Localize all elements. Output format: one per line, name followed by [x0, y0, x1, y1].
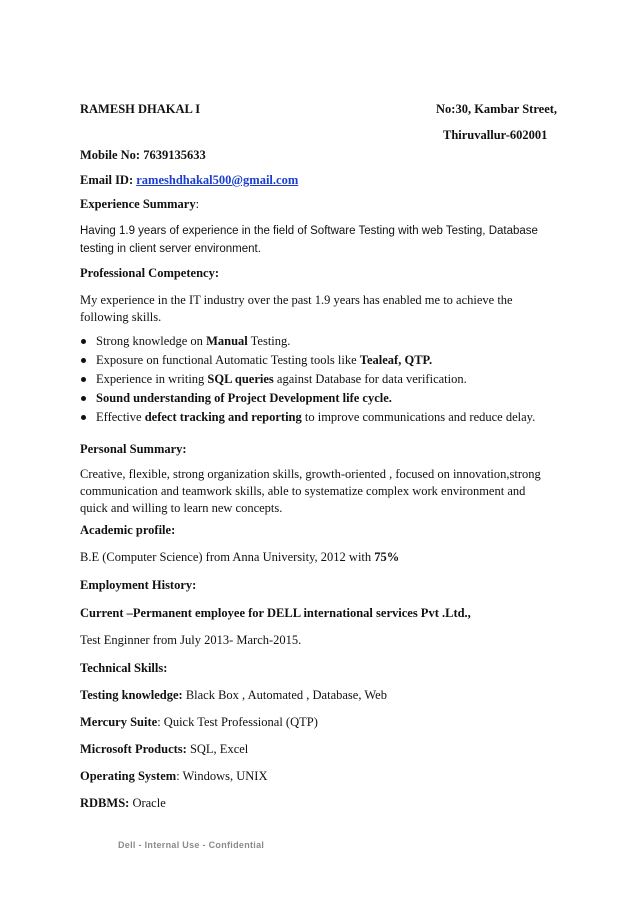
skill-row — [80, 715, 318, 730]
email-line — [80, 173, 298, 188]
skill-row — [80, 769, 267, 784]
email-link[interactable]: rameshdhakal500@gmail.com — [136, 173, 299, 187]
technical-skills-heading: Technical Skills: — [80, 661, 168, 675]
email-label: Email ID: — [80, 173, 137, 187]
professional-competency-heading: Professional Competency: — [80, 266, 219, 280]
academic-profile-heading: Academic profile: — [80, 523, 176, 537]
bullet-text: Exposure on functional Automatic Testing tools like — [96, 353, 360, 367]
skill-value: Black Box , Automated , Database, Web — [182, 688, 387, 702]
bullet-bold-text: SQL queries — [207, 372, 274, 386]
personal-summary-heading: Personal Summary: — [80, 442, 187, 456]
mobile-number: 7639135633 — [143, 148, 206, 162]
bullet-text: Strong knowledge on — [96, 334, 207, 348]
confidential-footer: Dell - Internal Use - Confidential — [118, 840, 265, 850]
skill-label: RDBMS: — [80, 796, 130, 810]
skill-value: : Windows, UNIX — [176, 769, 268, 783]
skill-row — [80, 688, 387, 703]
bullet-bold-text: defect tracking and reporting — [144, 410, 302, 424]
academic-profile-line — [80, 550, 399, 565]
list-item — [96, 334, 535, 353]
address-line-1: No:30, Kambar Street, — [436, 102, 558, 116]
experience-summary-colon: : — [195, 197, 200, 211]
skill-row — [80, 796, 166, 811]
academic-percent: 75% — [374, 550, 400, 564]
bullet-bold-text: Manual — [206, 334, 248, 348]
employment-history-heading: Employment History: — [80, 578, 197, 592]
skill-label: Mercury Suite — [80, 715, 158, 729]
bullet-text: Effective — [96, 410, 145, 424]
bullet-text: Experience in writing — [96, 372, 208, 386]
bullet-text: to improve communications and reduce delay. — [301, 410, 536, 424]
address-line-2: Thiruvallur-602001 — [443, 128, 548, 142]
professional-competency-intro: My experience in the IT industry over the past 1.9 years has enabled me to achieve the following skills. — [80, 293, 513, 324]
skill-value: Oracle — [129, 796, 166, 810]
list-item — [96, 391, 535, 410]
personal-summary-text: Creative, flexible, strong organization skills, growth-oriented , focused on innovation,strong communication and teamwork skills, able to systematize complex work environment and quick and willing to learn new concepts. — [80, 467, 541, 515]
candidate-name: RAMESH DHAKAL I — [80, 102, 201, 116]
mobile-label: Mobile No: — [80, 148, 144, 162]
skill-label: Testing knowledge: — [80, 688, 183, 702]
skill-row — [80, 742, 248, 757]
employment-current: Current –Permanent employee for DELL international services Pvt .Ltd., — [80, 606, 471, 620]
competency-list — [96, 334, 535, 429]
experience-summary-heading-line — [80, 197, 199, 212]
academic-profile-text: B.E (Computer Science) from Anna University, 2012 with — [80, 550, 375, 564]
experience-summary-text: Having 1.9 years of experience in the field of Software Testing with web Testing, Database testing in client server environment. — [80, 225, 538, 255]
bullet-bold-text: Tealeaf, QTP. — [359, 353, 433, 367]
bullet-bold-text: Sound understanding of Project Development life cycle. — [96, 391, 392, 405]
list-item — [96, 372, 535, 391]
skill-value: : Quick Test Professional (QTP) — [157, 715, 318, 729]
mobile-line — [80, 148, 206, 163]
skill-label: Microsoft Products: — [80, 742, 187, 756]
skill-label: Operating System — [80, 769, 177, 783]
list-item — [96, 410, 535, 429]
skill-value: SQL, Excel — [186, 742, 249, 756]
list-item — [96, 353, 535, 372]
bullet-text: Testing. — [247, 334, 291, 348]
bullet-text: against Database for data verification. — [273, 372, 467, 386]
experience-summary-heading: Experience Summary — [80, 197, 196, 211]
employment-role: Test Enginner from July 2013- March-2015. — [80, 633, 302, 647]
